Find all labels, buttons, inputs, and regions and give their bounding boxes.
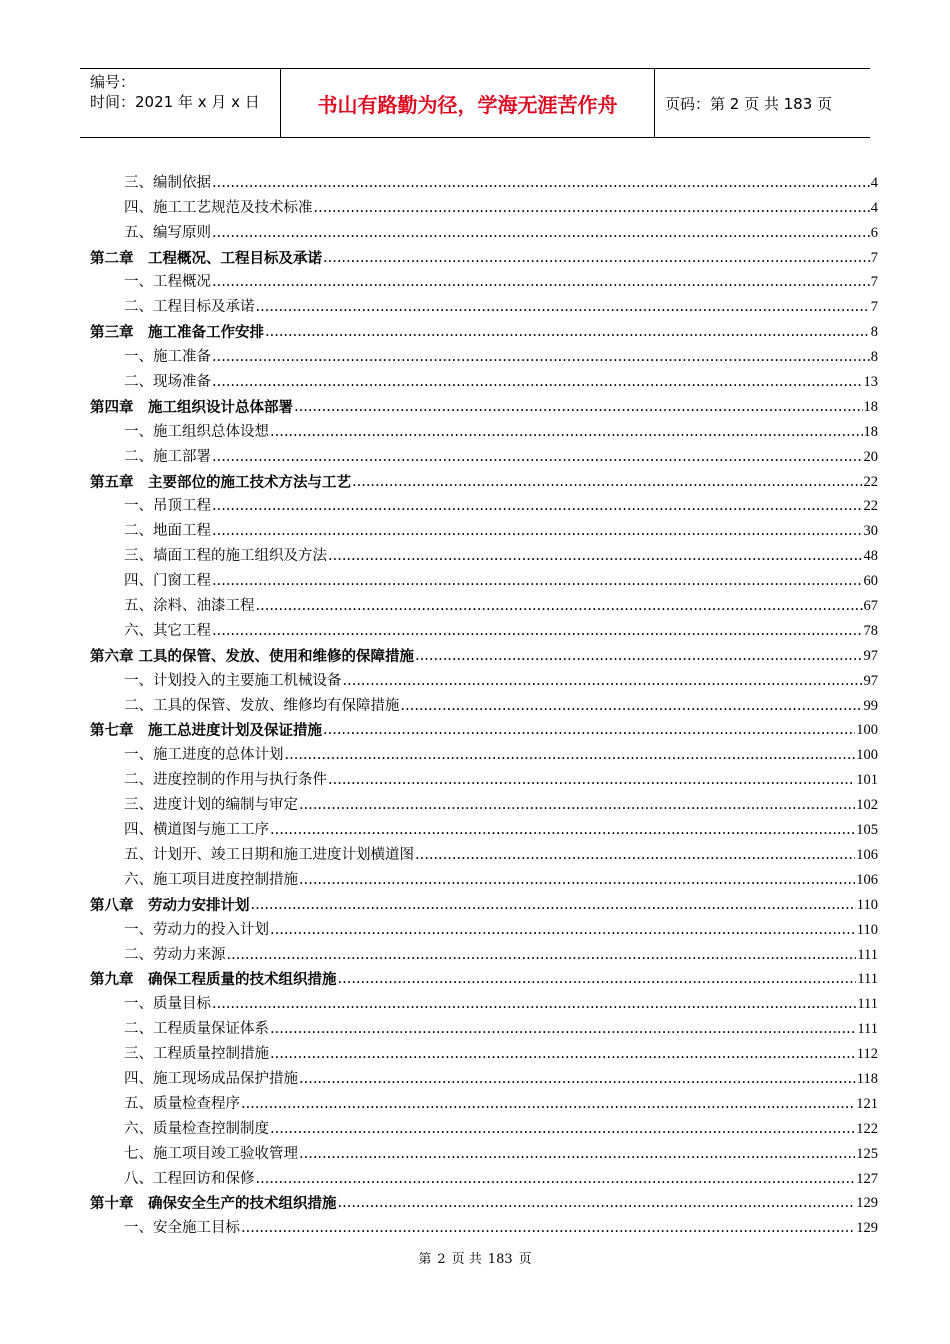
- toc-section-entry[interactable]: [90, 541, 878, 566]
- toc-section-entry[interactable]: [90, 1039, 878, 1064]
- toc-chapter-entry[interactable]: [90, 890, 878, 915]
- toc-entry-title: 一、劳动力的投入计划: [124, 921, 269, 938]
- toc-leader-dots: [285, 746, 856, 765]
- toc-entry-page: 105: [856, 822, 878, 839]
- toc-entry-title: 第五章 主要部位的施工技术方法与工艺: [90, 473, 351, 491]
- toc-section-entry[interactable]: [90, 691, 878, 716]
- toc-leader-dots: [299, 1070, 856, 1089]
- toc-entry-title: 一、吊顶工程: [124, 498, 211, 515]
- toc-section-entry[interactable]: [90, 1014, 878, 1039]
- toc-entry-page: 4: [870, 199, 878, 216]
- toc-entry-page: 8: [870, 324, 878, 341]
- toc-entry-page: 67: [863, 598, 878, 615]
- toc-entry-page: 20: [863, 448, 878, 465]
- toc-section-entry[interactable]: [90, 940, 878, 965]
- toc-leader-dots: [256, 597, 863, 616]
- toc-leader-dots: [212, 373, 863, 392]
- toc-leader-dots: [270, 821, 855, 840]
- toc-leader-dots: [241, 1095, 855, 1114]
- toc-entry-title: 五、质量检查程序: [124, 1095, 240, 1112]
- toc-entry-page: 111: [857, 1021, 878, 1038]
- toc-leader-dots: [256, 298, 870, 317]
- footer-total-pages: 183: [487, 1252, 513, 1267]
- toc-entry-page: 121: [856, 1095, 878, 1112]
- footer-suffix: 页: [518, 1252, 532, 1267]
- toc-entry-title: 第二章 工程概况、工程目标及承诺: [90, 249, 322, 267]
- toc-entry-page: 122: [856, 1120, 878, 1137]
- toc-entry-title: 五、计划开、竣工日期和施工进度计划横道图: [124, 846, 414, 863]
- toc-chapter-entry[interactable]: [90, 243, 878, 268]
- toc-entry-title: 三、编制依据: [124, 174, 211, 191]
- toc-entry-title: 第九章 确保工程质量的技术组织措施: [90, 971, 337, 989]
- toc-entry-page: 129: [856, 1220, 878, 1237]
- toc-section-entry[interactable]: [90, 292, 878, 317]
- toc-section-entry[interactable]: [90, 367, 878, 392]
- toc-leader-dots: [212, 995, 856, 1014]
- toc-entry-page: 99: [863, 697, 878, 714]
- toc-entry-title: 四、门窗工程: [124, 573, 211, 590]
- toc-entry-page: 111: [857, 971, 878, 988]
- toc-entry-page: 7: [870, 249, 878, 266]
- toc-entry-page: 110: [856, 921, 878, 938]
- toc-leader-dots: [212, 224, 870, 243]
- toc-entry-title: 一、安全施工目标: [124, 1220, 240, 1237]
- footer-middle: 页 共: [451, 1252, 482, 1267]
- toc-entry-page: 18: [863, 398, 878, 415]
- table-of-contents: [90, 168, 878, 1238]
- toc-leader-dots: [212, 348, 870, 367]
- toc-leader-dots: [323, 721, 855, 740]
- toc-entry-title: 五、编写原则: [124, 224, 211, 241]
- toc-section-entry[interactable]: [90, 168, 878, 193]
- toc-entry-title: 四、施工工艺规范及技术标准: [124, 199, 313, 216]
- toc-entry-page: 102: [856, 797, 878, 814]
- toc-entry-title: 三、进度计划的编制与审定: [124, 797, 298, 814]
- toc-section-entry[interactable]: [90, 1139, 878, 1164]
- toc-section-entry[interactable]: [90, 566, 878, 591]
- toc-entry-page: 97: [863, 672, 878, 689]
- toc-section-entry[interactable]: [90, 417, 878, 442]
- toc-entry-page: 111: [857, 996, 878, 1013]
- toc-entry-title: 三、墙面工程的施工组织及方法: [124, 548, 327, 565]
- toc-leader-dots: [212, 522, 863, 541]
- toc-entry-title: 二、工程目标及承诺: [124, 299, 255, 316]
- toc-entry-page: 4: [870, 174, 878, 191]
- toc-entry-page: 101: [856, 772, 878, 789]
- toc-leader-dots: [401, 697, 863, 716]
- toc-entry-page: 22: [863, 498, 878, 515]
- toc-entry-page: 7: [870, 274, 878, 291]
- toc-leader-dots: [256, 1170, 856, 1189]
- toc-entry-title: 二、劳动力来源: [124, 946, 226, 963]
- toc-leader-dots: [299, 1145, 855, 1164]
- toc-leader-dots: [338, 970, 857, 989]
- toc-section-entry[interactable]: [90, 666, 878, 691]
- toc-chapter-entry[interactable]: [90, 1189, 878, 1214]
- toc-entry-page: 18: [863, 423, 878, 440]
- page-footer: [0, 1248, 950, 1267]
- toc-chapter-entry[interactable]: [90, 641, 878, 666]
- toc-section-entry[interactable]: [90, 591, 878, 616]
- toc-section-entry[interactable]: [90, 218, 878, 243]
- toc-leader-dots: [299, 796, 855, 815]
- footer-page-number: 2: [437, 1252, 446, 1267]
- toc-entry-page: 100: [856, 722, 878, 739]
- toc-entry-title: 二、地面工程: [124, 523, 211, 540]
- toc-entry-page: 60: [863, 573, 878, 590]
- toc-leader-dots: [299, 871, 855, 890]
- toc-chapter-entry[interactable]: [90, 965, 878, 990]
- toc-leader-dots: [270, 1120, 855, 1139]
- toc-section-entry[interactable]: [90, 915, 878, 940]
- toc-entry-page: 97: [863, 647, 878, 664]
- toc-entry-title: 第六章 工具的保管、发放、使用和维修的保障措施: [90, 647, 415, 665]
- toc-chapter-entry[interactable]: [90, 317, 878, 342]
- toc-entry-title: 第七章 施工总进度计划及保证措施: [90, 722, 322, 740]
- toc-entry-page: 106: [856, 871, 878, 888]
- toc-entry-page: 100: [856, 747, 878, 764]
- toc-section-entry[interactable]: [90, 865, 878, 890]
- toc-entry-title: 二、工程质量保证体系: [124, 1021, 269, 1038]
- toc-entry-title: 一、施工准备: [124, 349, 211, 366]
- toc-leader-dots: [212, 174, 870, 193]
- toc-entry-title: 四、横道图与施工工序: [124, 822, 269, 839]
- toc-leader-dots: [241, 1219, 855, 1238]
- toc-leader-dots: [415, 846, 855, 865]
- toc-section-entry[interactable]: [90, 1164, 878, 1189]
- toc-entry-title: 二、现场准备: [124, 374, 211, 391]
- toc-entry-title: 二、工具的保管、发放、维修均有保障措施: [124, 697, 400, 714]
- toc-entry-page: 48: [863, 548, 878, 565]
- toc-section-entry[interactable]: [90, 840, 878, 865]
- toc-leader-dots: [270, 423, 863, 442]
- toc-section-entry[interactable]: [90, 1089, 878, 1114]
- toc-entry-page: 22: [863, 473, 878, 490]
- toc-section-entry[interactable]: [90, 1114, 878, 1139]
- toc-section-entry[interactable]: [90, 516, 878, 541]
- toc-entry-page: 129: [856, 1195, 878, 1212]
- toc-leader-dots: [343, 672, 863, 691]
- toc-leader-dots: [212, 448, 863, 467]
- toc-leader-dots: [328, 771, 855, 790]
- toc-leader-dots: [212, 273, 870, 292]
- toc-entry-page: 6: [870, 224, 878, 241]
- toc-entry-title: 六、其它工程: [124, 622, 211, 639]
- page-header: [80, 68, 870, 138]
- toc-entry-title: 六、质量检查控制制度: [124, 1120, 269, 1137]
- toc-entry-page: 112: [856, 1046, 878, 1063]
- toc-section-entry[interactable]: [90, 740, 878, 765]
- toc-entry-page: 8: [870, 349, 878, 366]
- toc-entry-title: 二、进度控制的作用与执行条件: [124, 772, 327, 789]
- toc-entry-title: 第三章 施工准备工作安排: [90, 324, 264, 342]
- toc-entry-title: 六、施工项目进度控制措施: [124, 871, 298, 888]
- toc-entry-title: 一、施工进度的总体计划: [124, 747, 284, 764]
- toc-entry-title: 八、工程回访和保修: [124, 1170, 255, 1187]
- toc-leader-dots: [338, 1194, 856, 1213]
- toc-leader-dots: [251, 896, 856, 915]
- toc-entry-page: 111: [857, 946, 878, 963]
- toc-entry-title: 一、计划投入的主要施工机械设备: [124, 672, 342, 689]
- toc-section-entry[interactable]: [90, 616, 878, 641]
- toc-entry-title: 第十章 确保安全生产的技术组织措施: [90, 1195, 337, 1213]
- toc-entry-title: 第四章 施工组织设计总体部署: [90, 398, 293, 416]
- toc-entry-page: 106: [856, 846, 878, 863]
- toc-leader-dots: [227, 946, 857, 965]
- toc-entry-page: 118: [856, 1070, 878, 1087]
- toc-entry-page: 110: [856, 896, 878, 913]
- toc-section-entry[interactable]: [90, 1064, 878, 1089]
- toc-leader-dots: [294, 398, 863, 417]
- header-time-label: 时间：2021 年 x 月 x 日: [90, 93, 260, 111]
- toc-leader-dots: [212, 497, 863, 516]
- toc-entry-title: 一、质量目标: [124, 996, 211, 1013]
- toc-entry-title: 第八章 劳动力安排计划: [90, 896, 250, 914]
- toc-chapter-entry[interactable]: [90, 392, 878, 417]
- toc-section-entry[interactable]: [90, 765, 878, 790]
- toc-section-entry[interactable]: [90, 268, 878, 293]
- header-motto: 书山有路勤为径，学海无涯苦作舟: [281, 69, 655, 137]
- toc-entry-page: 127: [856, 1170, 878, 1187]
- toc-leader-dots: [314, 199, 870, 218]
- toc-section-entry[interactable]: [90, 1213, 878, 1238]
- toc-leader-dots: [212, 622, 863, 641]
- toc-section-entry[interactable]: [90, 342, 878, 367]
- toc-entry-page: 78: [863, 622, 878, 639]
- toc-leader-dots: [270, 1045, 856, 1064]
- toc-section-entry[interactable]: [90, 815, 878, 840]
- toc-entry-page: 13: [863, 374, 878, 391]
- toc-entry-title: 一、工程概况: [124, 274, 211, 291]
- toc-section-entry[interactable]: [90, 790, 878, 815]
- toc-entry-title: 一、施工组织总体设想: [124, 423, 269, 440]
- toc-entry-page: 7: [870, 299, 878, 316]
- toc-leader-dots: [352, 473, 863, 492]
- toc-entry-title: 五、涂料、油漆工程: [124, 598, 255, 615]
- header-code-label: 编号：: [90, 73, 136, 91]
- header-page-info: 页码：第 2 页 共 183 页: [665, 94, 833, 113]
- toc-section-entry[interactable]: [90, 442, 878, 467]
- toc-entry-title: 二、施工部署: [124, 448, 211, 465]
- toc-chapter-entry[interactable]: [90, 467, 878, 492]
- toc-leader-dots: [415, 647, 862, 666]
- header-meta: [80, 69, 281, 137]
- toc-section-entry[interactable]: [90, 989, 878, 1014]
- toc-leader-dots: [212, 572, 863, 591]
- footer-prefix: 第: [418, 1252, 432, 1267]
- toc-section-entry[interactable]: [90, 492, 878, 517]
- toc-leader-dots: [265, 323, 870, 342]
- toc-entry-title: 四、施工现场成品保护措施: [124, 1070, 298, 1087]
- toc-section-entry[interactable]: [90, 193, 878, 218]
- toc-leader-dots: [270, 1020, 856, 1039]
- toc-leader-dots: [328, 547, 863, 566]
- toc-entry-title: 三、工程质量控制措施: [124, 1046, 269, 1063]
- toc-chapter-entry[interactable]: [90, 716, 878, 741]
- toc-leader-dots: [323, 249, 870, 268]
- toc-leader-dots: [270, 921, 856, 940]
- toc-entry-title: 七、施工项目竣工验收管理: [124, 1145, 298, 1162]
- toc-entry-page: 125: [856, 1145, 878, 1162]
- toc-entry-page: 30: [863, 523, 878, 540]
